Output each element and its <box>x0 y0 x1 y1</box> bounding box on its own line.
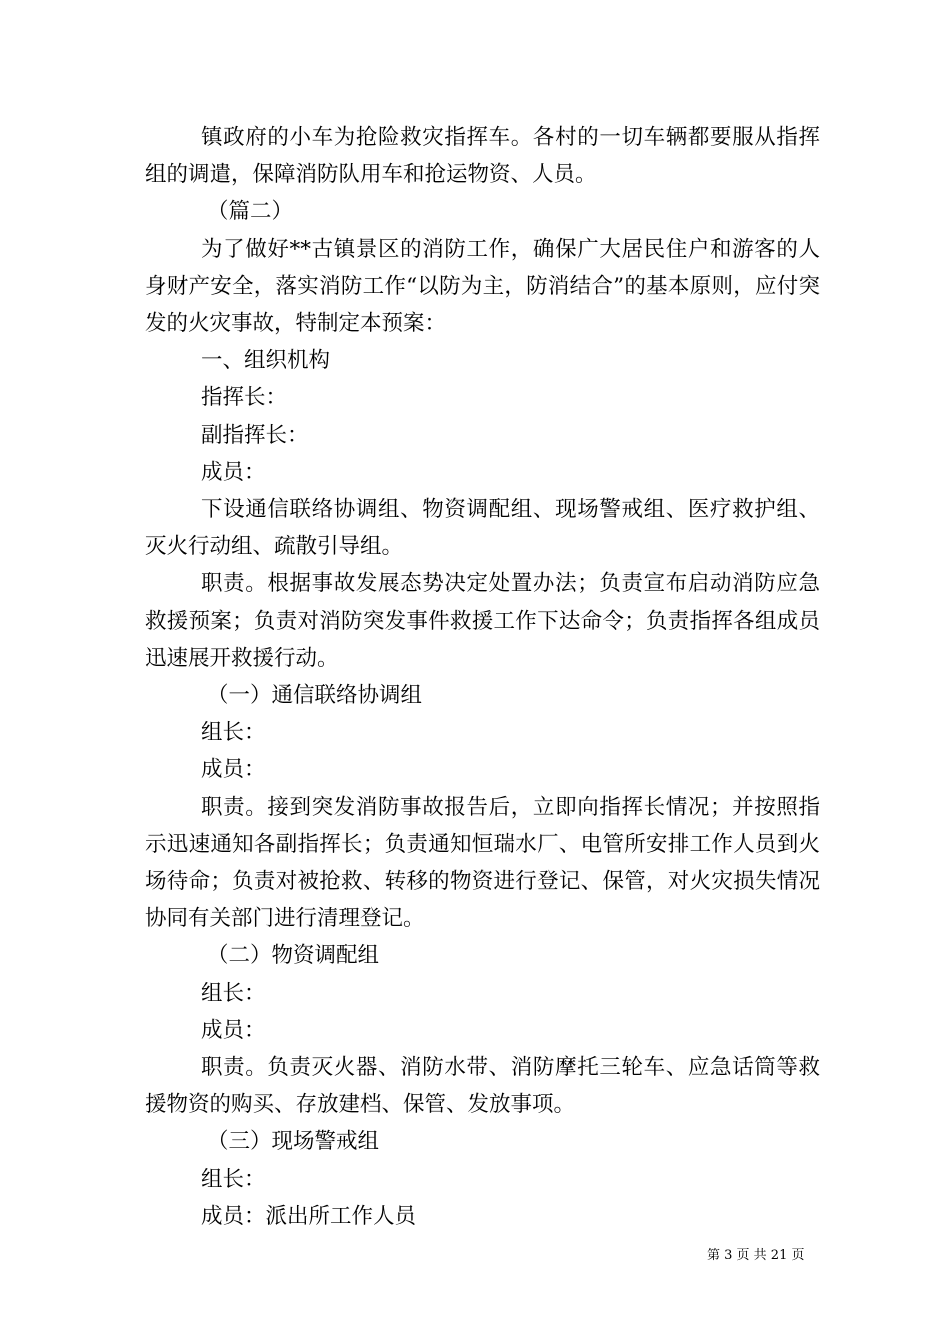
field-security-leader: 组长： <box>201 1166 266 1192</box>
paragraph-supplies-duties: 职责。负责灭火器、消防水带、消防摩托三轮车、应急话筒等救援物资的购买、存放建档、保管、发放事项。 <box>145 1055 820 1118</box>
paragraph-comm-duties: 职责。接到突发消防事故报告后，立即向指挥长情况；并按照指示迅速通知各副指挥长；负责通知恒瑞水厂、电管所安排工作人员到火场待命；负责对被抢救、转移的物资进行登记、保管，对火灾损失情况协同有关部门进行清理登记。 <box>145 794 820 932</box>
heading-security-group: （三）现场警戒组 <box>207 1129 380 1155</box>
field-comm-members: 成员： <box>201 757 266 783</box>
field-supplies-leader: 组长： <box>201 980 266 1006</box>
paragraph-vehicles: 镇政府的小车为抢险救灾指挥车。各村的一切车辆都要服从指挥组的调遣，保障消防队用车和抢运物资、人员。 <box>145 125 820 188</box>
field-members: 成员： <box>201 459 266 485</box>
paragraph-command-duties: 职责。根据事故发展态势决定处置办法；负责宣布启动消防应急救援预案；负责对消防突发事件救援工作下达命令；负责指挥各组成员迅速展开救援行动。 <box>145 571 820 671</box>
field-comm-leader: 组长： <box>201 720 266 746</box>
page-number: 第 3 页 共 21 页 <box>707 1248 805 1263</box>
heading-supplies-group: （二）物资调配组 <box>207 943 380 969</box>
section-heading-part-two: （篇二） <box>207 199 294 225</box>
paragraph-intro: 为了做好**古镇景区的消防工作，确保广大居民住户和游客的人身财产安全，落实消防工作“以防为主，防消结合”的基本原则，应付突发的火灾事故，特制定本预案： <box>145 236 820 337</box>
field-deputy-commander: 副指挥长： <box>201 422 309 448</box>
field-security-members: 成员：派出所工作人员 <box>201 1203 417 1229</box>
field-commander: 指挥长： <box>201 385 288 411</box>
document-body <box>145 119 820 1235</box>
heading-communication-group: （一）通信联络协调组 <box>207 683 423 709</box>
paragraph-groups: 下设通信联络协调组、物资调配组、现场警戒组、医疗救护组、灭火行动组、疏散引导组。 <box>145 497 820 560</box>
field-supplies-members: 成员： <box>201 1017 266 1043</box>
heading-organization: 一、组织机构 <box>201 348 331 374</box>
